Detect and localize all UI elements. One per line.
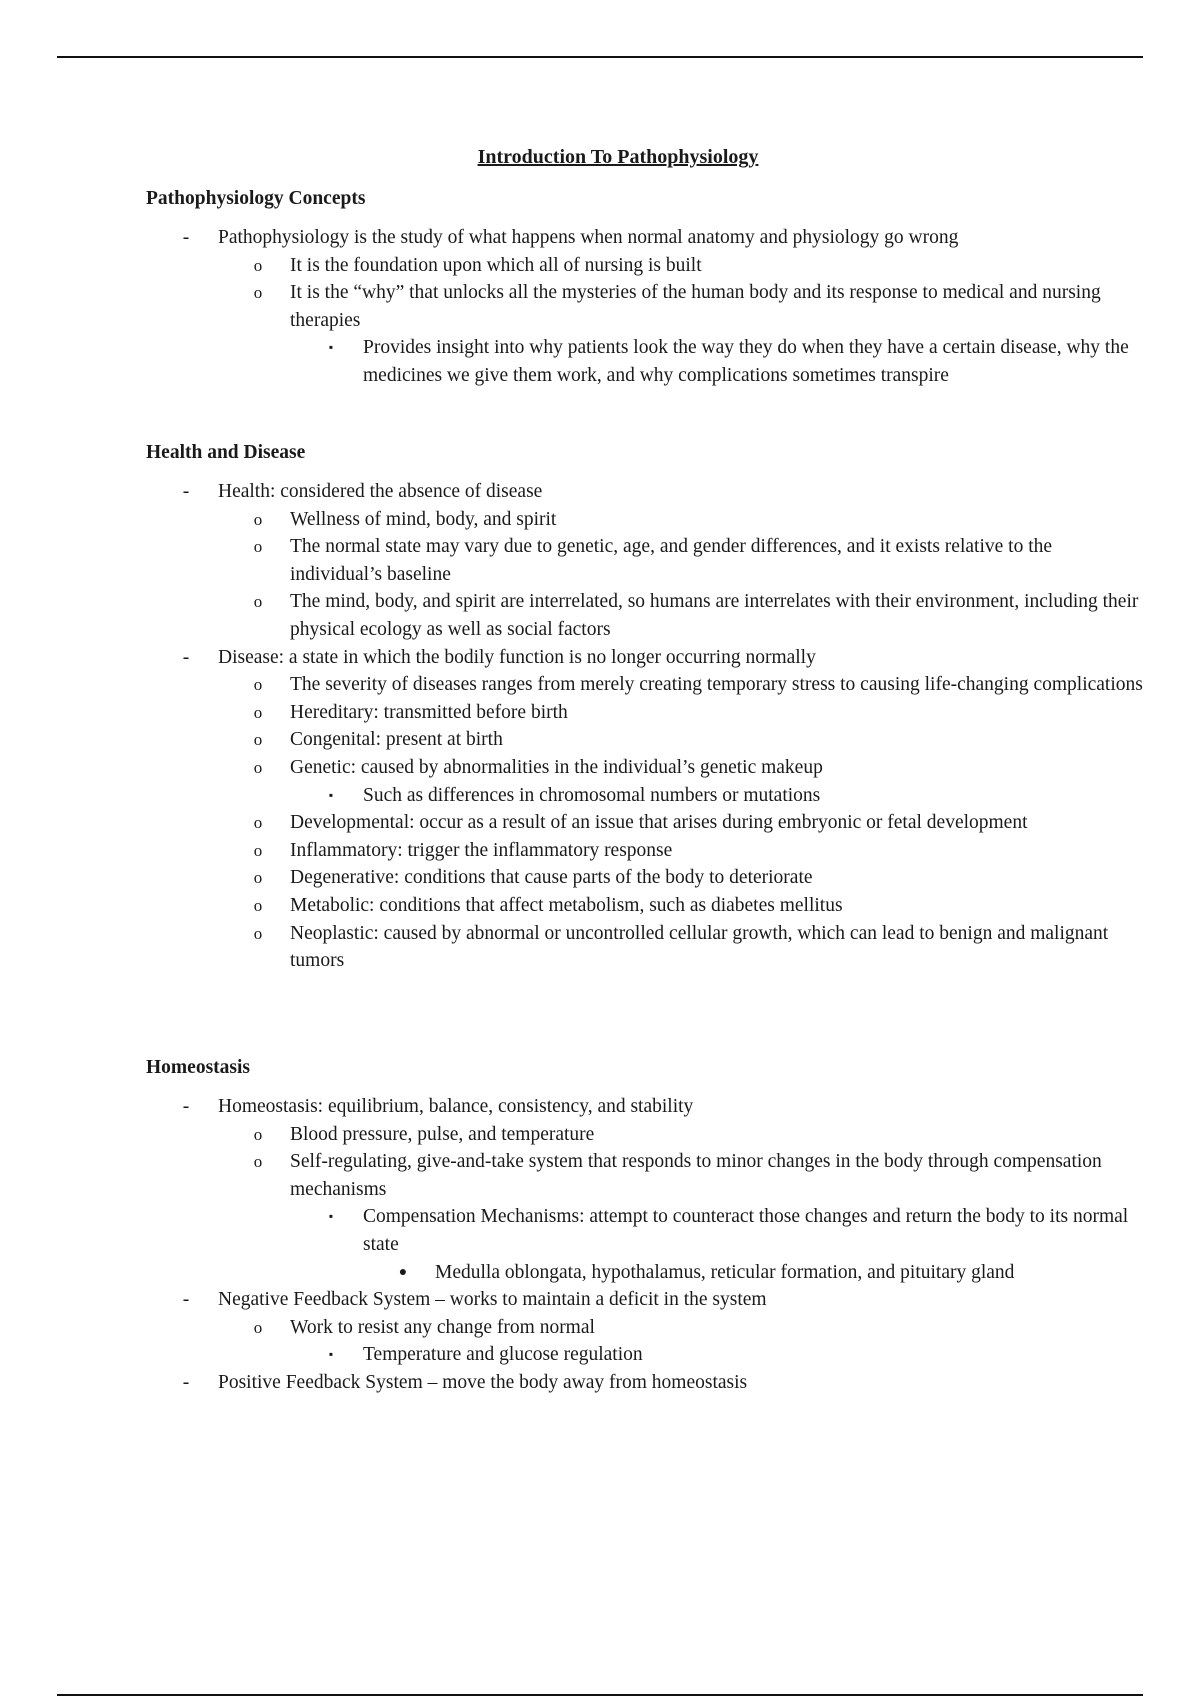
list-item-level-1 (146, 1369, 1143, 1397)
list-item-text: Positive Feedback System – move the body away from homeostasis (218, 1371, 748, 1393)
list-item-text: Blood pressure, pulse, and temperature (290, 1123, 595, 1145)
list-item-level-2 (146, 892, 1143, 920)
list-item-level-3 (146, 334, 1143, 389)
list-item-text: Health: considered the absence of disease (218, 481, 543, 502)
bullet-marker: - (182, 1289, 190, 1311)
bullet-marker: o (253, 255, 263, 275)
bullet-marker: o (253, 592, 263, 612)
bullet-list (146, 1093, 1143, 1397)
bullet-marker: ▪ (328, 787, 334, 802)
list-item-level-2 (146, 588, 1143, 643)
list-item-text: Such as differences in chromosomal numbers or mutations (363, 784, 821, 806)
list-item-level-2 (146, 506, 1143, 534)
bullet-marker: o (253, 730, 263, 750)
list-item-text: It is the foundation upon which all of nursing is built (290, 254, 702, 276)
list-item-level-1 (146, 478, 1143, 506)
bullet-marker: o (253, 923, 263, 943)
bullet-marker: - (182, 1371, 190, 1393)
bullet-marker: ▪ (328, 1209, 334, 1224)
list-item-level-1 (146, 224, 1143, 252)
list-item-level-2 (146, 920, 1143, 975)
list-item-level-4 (146, 1259, 1143, 1287)
bullet-marker: o (253, 1152, 263, 1172)
list-item-level-2 (146, 699, 1143, 727)
list-item-text: Hereditary: transmitted before birth (290, 701, 568, 723)
bullet-marker: o (253, 757, 263, 777)
list-item-text: Medulla oblongata, hypothalamus, reticular formation, and pituitary gland (435, 1261, 1015, 1283)
bullet-marker: - (182, 646, 190, 668)
section-pathophysiology-concepts (146, 188, 1143, 390)
bullet-marker: - (182, 227, 190, 248)
document-title: Introduction To Pathophysiology (477, 146, 759, 168)
bullet-marker: o (253, 283, 263, 303)
list-item-text: Metabolic: conditions that affect metabolism, such as diabetes mellitus (290, 894, 843, 916)
list-item-level-1 (146, 1093, 1143, 1121)
bullet-marker: o (253, 1317, 263, 1337)
list-item-level-2 (146, 252, 1143, 280)
list-item-level-3 (146, 1203, 1143, 1258)
list-item-level-2 (146, 726, 1143, 754)
list-item-text: The severity of diseases ranges from merely creating temporary stress to causing life-changing complications (290, 674, 1143, 696)
section-heading: Health and Disease (146, 442, 306, 463)
bottom-rule (57, 1694, 1143, 1696)
list-item-text: Inflammatory: trigger the inflammatory response (290, 839, 673, 861)
list-item-text: Degenerative: conditions that cause parts of the body to deteriorate (290, 867, 813, 889)
bullet-marker: o (253, 537, 263, 557)
list-item-level-2 (146, 809, 1143, 837)
list-item-text: Compensation Mechanisms: attempt to counteract those changes and return the body to its normal state (363, 1206, 1129, 1255)
list-item-text: Neoplastic: caused by abnormal or uncontrolled cellular growth, which can lead to benign and malignant tumors (290, 922, 1109, 972)
bullet-marker: ▪ (328, 340, 334, 355)
list-item-text: Genetic: caused by abnormalities in the individual’s genetic makeup (290, 756, 823, 778)
list-item-text: Developmental: occur as a result of an issue that arises during embryonic or fetal development (290, 812, 1028, 834)
list-item-text: The normal state may vary due to genetic, age, and gender differences, and it exists relative to the individual’s baseline (290, 536, 1053, 585)
list-item-level-2 (146, 837, 1143, 865)
bullet-marker: - (182, 1096, 190, 1117)
section-health-and-disease (146, 442, 1143, 975)
list-item-text: Work to resist any change from normal (290, 1316, 595, 1338)
list-item-level-2 (146, 279, 1143, 334)
list-item-text: Provides insight into why patients look the way they do when they have a certain disease, why the medicines we give them work, and why complications sometimes transpire (363, 337, 1129, 386)
list-item-text: Disease: a state in which the bodily function is no longer occurring normally (218, 646, 816, 668)
bullet-marker: o (253, 509, 263, 529)
top-rule (57, 56, 1143, 58)
bullet-marker: o (253, 675, 263, 695)
list-item-text: It is the “why” that unlocks all the mysteries of the human body and its response to medical and nursing therapies (290, 282, 1101, 331)
list-item-level-3 (146, 782, 1143, 810)
list-item-text: Temperature and glucose regulation (363, 1344, 643, 1366)
bullet-marker: ● (398, 1264, 408, 1280)
list-item-level-2 (146, 864, 1143, 892)
list-item-level-2 (146, 671, 1143, 699)
bullet-marker: - (182, 481, 190, 502)
bullet-list (146, 478, 1143, 975)
list-item-level-2 (146, 1148, 1143, 1203)
section-heading: Pathophysiology Concepts (146, 188, 366, 209)
list-item-level-1 (146, 644, 1143, 672)
bullet-marker: o (253, 702, 263, 722)
bullet-marker: o (253, 1124, 263, 1144)
list-item-text: Homeostasis: equilibrium, balance, consistency, and stability (218, 1096, 694, 1117)
bullet-marker: o (253, 840, 263, 860)
list-item-text: Wellness of mind, body, and spirit (290, 508, 557, 530)
bullet-list (146, 224, 1143, 390)
list-item-level-2 (146, 1121, 1143, 1149)
list-item-level-2 (146, 1314, 1143, 1342)
list-item-level-1 (146, 1286, 1143, 1314)
bullet-marker: o (253, 895, 263, 915)
list-item-level-2 (146, 754, 1143, 782)
section-homeostasis (146, 1057, 1143, 1397)
list-item-level-2 (146, 533, 1143, 588)
list-item-text: Self-regulating, give-and-take system that responds to minor changes in the body through compensation mechanisms (290, 1151, 1102, 1200)
section-heading: Homeostasis (146, 1057, 250, 1078)
list-item-text: Pathophysiology is the study of what happens when normal anatomy and physiology go wrong (218, 227, 959, 248)
list-item-text: Negative Feedback System – works to maintain a deficit in the system (218, 1289, 767, 1311)
list-item-text: Congenital: present at birth (290, 729, 503, 751)
list-item-level-3 (146, 1341, 1143, 1369)
list-item-text: The mind, body, and spirit are interrelated, so humans are interrelates with their environment, including their physical ecology as well as social factors (290, 591, 1139, 640)
bullet-marker: o (253, 813, 263, 833)
bullet-marker: o (253, 868, 263, 888)
bullet-marker: ▪ (328, 1347, 334, 1362)
